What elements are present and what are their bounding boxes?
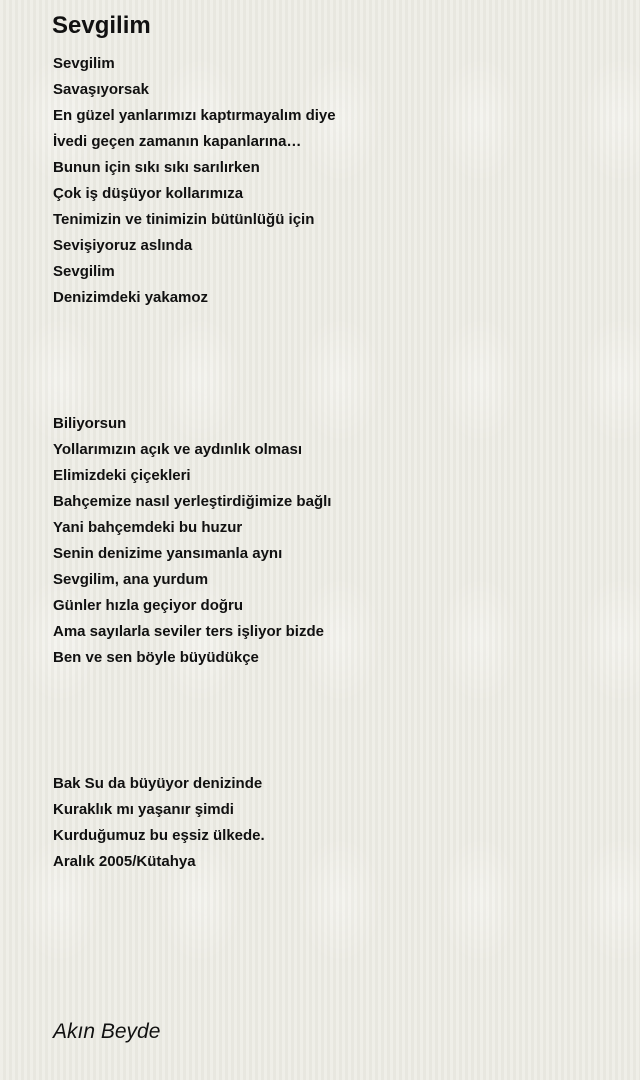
poem-line: Sevgilim bbox=[53, 263, 115, 280]
poem-line: İvedi geçen zamanın kapanlarına… bbox=[53, 133, 302, 150]
stanza-1 bbox=[53, 51, 336, 311]
poem-line: Senin denizime yansımanla aynı bbox=[53, 545, 283, 562]
poem-line: Aralık 2005/Kütahya bbox=[53, 853, 196, 870]
poem-line: Sevgilim bbox=[53, 55, 115, 72]
poem-line: Sevişiyoruz aslında bbox=[53, 237, 193, 254]
poem-line: Ama sayılarla seviler ters işliyor bizde bbox=[53, 623, 324, 640]
poem-line: Biliyorsun bbox=[53, 415, 127, 432]
poem-line: Savaşıyorsak bbox=[53, 81, 149, 98]
poem-line: Yani bahçemdeki bu huzur bbox=[53, 519, 243, 536]
author-name: Akın Beyde bbox=[53, 1020, 161, 1043]
stanza-3 bbox=[53, 771, 265, 875]
poem-line: Denizimdeki yakamoz bbox=[53, 289, 209, 306]
poem-line: Ben ve sen böyle büyüdükçe bbox=[53, 649, 259, 666]
poem-line: Yollarımızın açık ve aydınlık olması bbox=[53, 441, 302, 458]
poem-line: Elimizdeki çiçekleri bbox=[53, 467, 191, 484]
poem-line: Bunun için sıkı sıkı sarılırken bbox=[53, 159, 260, 176]
poem-line: Kurduğumuz bu eşsiz ülkede. bbox=[53, 827, 265, 844]
poem-line: En güzel yanlarımızı kaptırmayalım diye bbox=[53, 107, 336, 124]
stanza-2 bbox=[53, 411, 331, 671]
poem-line: Kuraklık mı yaşanır şimdi bbox=[53, 801, 234, 818]
poem-line: Çok iş düşüyor kollarımıza bbox=[53, 185, 244, 202]
poem-line: Tenimizin ve tinimizin bütünlüğü için bbox=[53, 211, 315, 228]
poem-line: Sevgilim, ana yurdum bbox=[53, 571, 209, 588]
poem-title: Sevgilim bbox=[52, 12, 151, 39]
poem-line: Günler hızla geçiyor doğru bbox=[53, 597, 244, 614]
poem-line: Bahçemize nasıl yerleştirdiğimize bağlı bbox=[53, 493, 332, 510]
poem-line: Bak Su da büyüyor denizinde bbox=[53, 775, 263, 792]
